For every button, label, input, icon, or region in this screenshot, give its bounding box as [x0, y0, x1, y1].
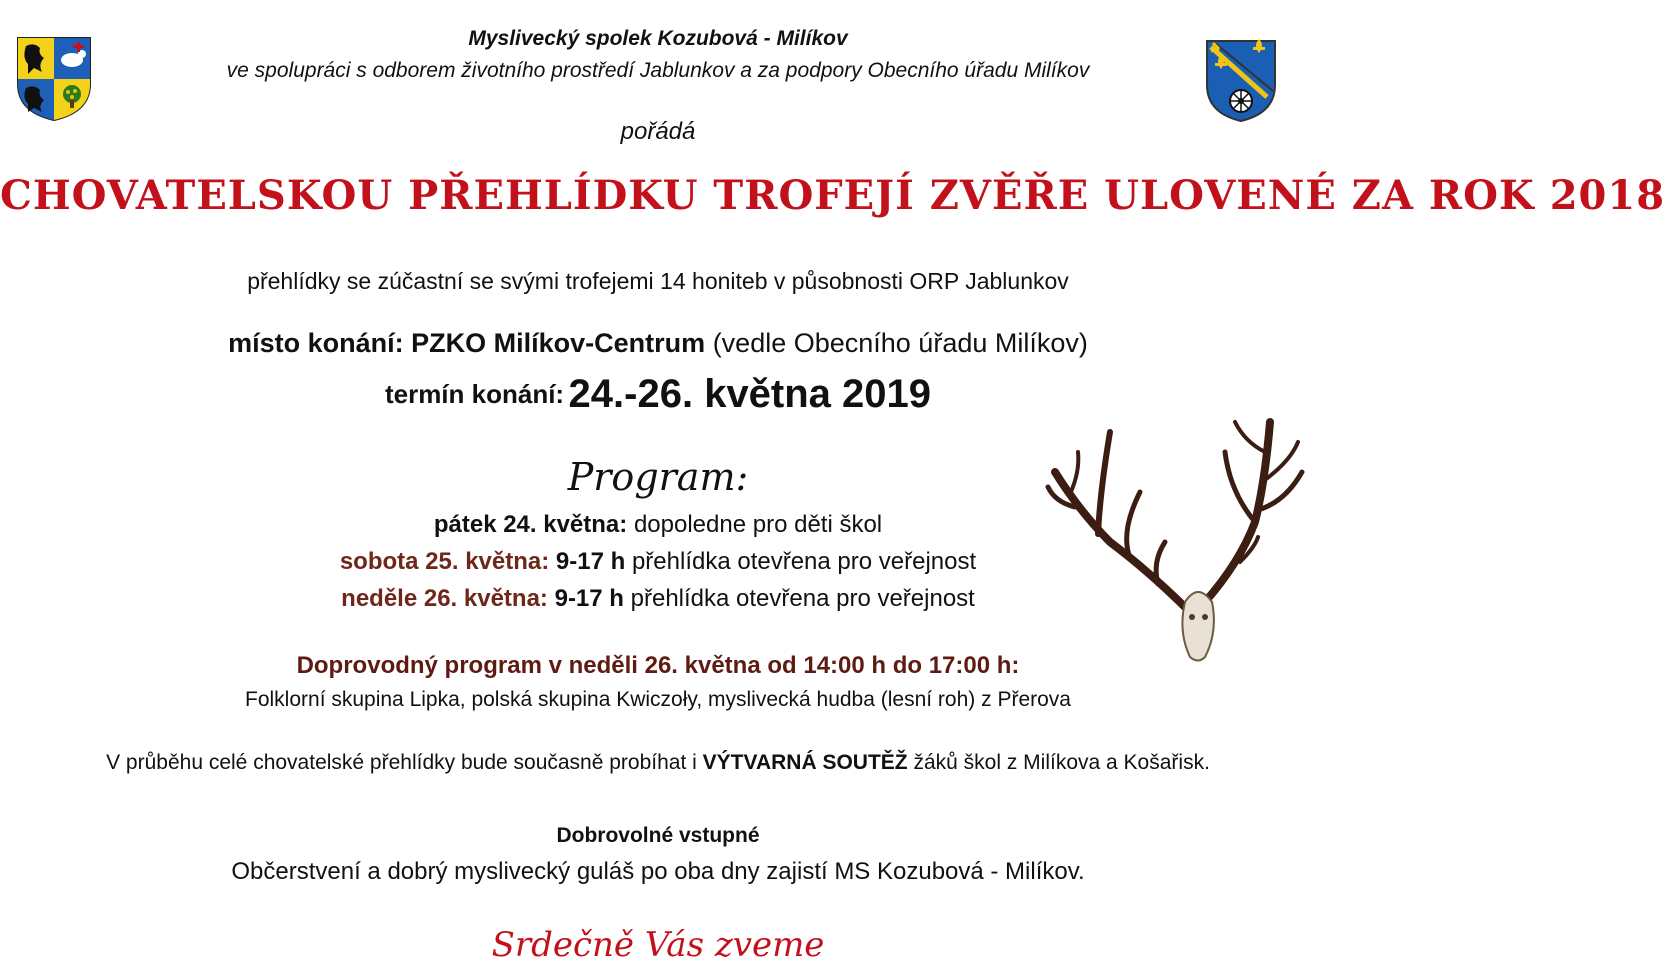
- cooperation-line: ve spolupráci s odborem životního prostředí Jablunkov a za podpory Obecního úřadu Milíkov: [226, 59, 1090, 82]
- side-program-detail: Folklorní skupina Lipka, polská skupina Kwiczoły, myslivecká hudba (lesní roh) z Přerova: [245, 688, 1071, 711]
- organizer-name: Myslivecký spolek Kozubová - Milíkov: [468, 27, 848, 50]
- contest-highlight: VÝTVARNÁ SOUTĚŽ: [702, 751, 908, 774]
- program-day: pátek 24. května:: [433, 511, 628, 538]
- program-hours: 9-17 h: [555, 548, 626, 575]
- welcome-text: Srdečně Vás zveme: [491, 925, 825, 965]
- venue-note: (vedle Obecního úřadu Milíkov): [712, 328, 1088, 358]
- venue-label: místo konání: PZKO Milíkov-Centrum: [228, 328, 706, 358]
- refreshments-text: Občerstvení a dobrý myslivecký guláš po oba dny zajistí MS Kozubová - Milíkov.: [231, 858, 1085, 885]
- date-line: [0, 372, 1316, 417]
- date-label: termín konání:: [384, 379, 565, 409]
- event-title: CHOVATELSKOU PŘEHLÍDKU TROFEJÍ ZVĚŘE ULOVENÉ ZA ROK 2018: [0, 172, 1665, 219]
- side-program-heading: Doprovodný program v neděli 26. května od 14:00 h do 17:00 h:: [296, 652, 1020, 679]
- entry-fee: Dobrovolné vstupné: [556, 824, 760, 847]
- presents-text: pořádá: [620, 118, 696, 145]
- program-text: přehlídka otevřena pro veřejnost: [630, 585, 975, 612]
- date-value: 24.-26. května 2019: [568, 372, 932, 416]
- deer-antlers-icon: [1040, 412, 1310, 672]
- contest-before: V průběhu celé chovatelské přehlídky bude současně probíhat i: [106, 751, 697, 774]
- venue-line: [0, 328, 1316, 359]
- art-contest-line: [0, 751, 1316, 775]
- program-hours: 9-17 h: [554, 585, 624, 612]
- program-text: dopoledne pro děti škol: [633, 511, 883, 538]
- program-day: sobota 25. května:: [339, 548, 550, 575]
- program-text: přehlídka otevřena pro veřejnost: [631, 548, 977, 575]
- participants-text: přehlídky se zúčastní se svými trofejemi 14 honiteb v působnosti ORP Jablunkov: [247, 268, 1069, 294]
- contest-after: žáků škol z Milíkova a Košařisk.: [913, 751, 1210, 774]
- program-day: neděle 26. května:: [341, 585, 548, 612]
- program-heading: Program:: [567, 455, 749, 499]
